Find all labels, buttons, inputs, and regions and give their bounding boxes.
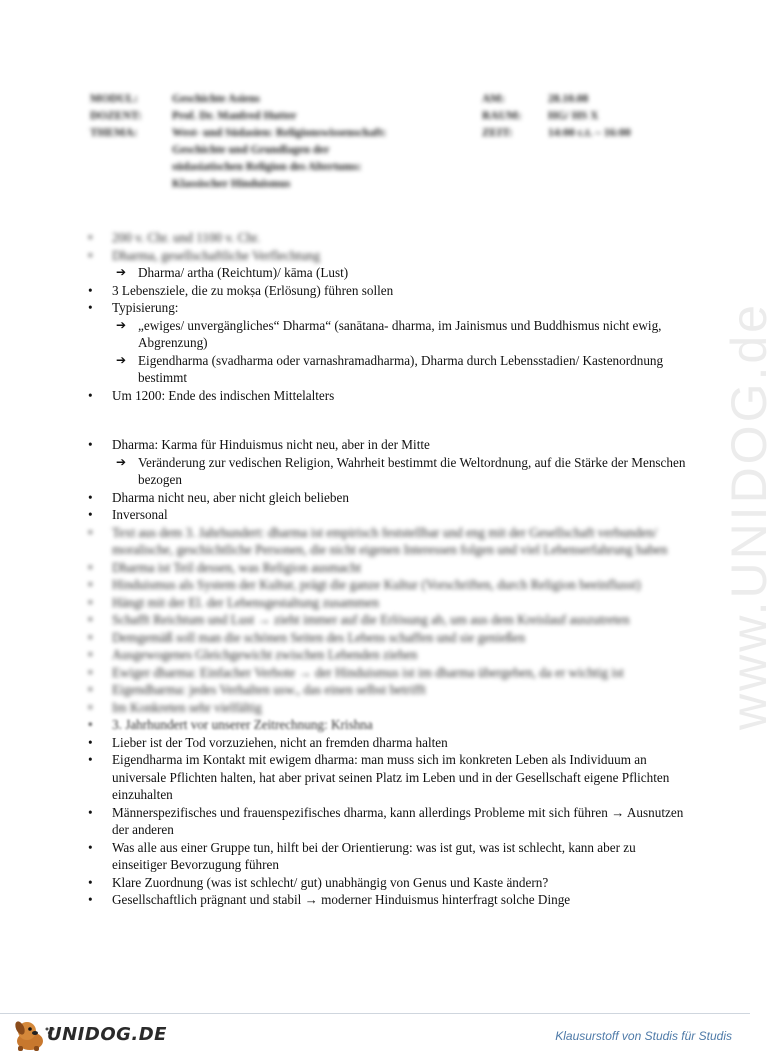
header-key2: RAUM: — [482, 110, 522, 122]
notes-list-1 — [88, 229, 688, 404]
header-value: Geschichte und Grundlagen der — [172, 144, 330, 156]
list-item-text: Eigendharma: jedes Verhalten usw., das einen selbst betrifft — [112, 682, 426, 697]
list-item — [88, 611, 688, 629]
sub-list — [116, 264, 688, 282]
header-value: Geschichte Asiens — [172, 93, 260, 105]
header-value: Prof. Dr. Manfred Hutter — [172, 110, 297, 122]
header-value: südasiatischen Religion des Altertums: — [172, 161, 362, 173]
list-item-text: Hinduismus als System der Kultur, prägt die ganze Kultur (Vorschriften, durch Religion beeinflusst) — [112, 577, 641, 592]
arrow-icon: ➔ — [116, 454, 127, 469]
sub-list-item-text: Dharma/ artha (Reichtum)/ kāma (Lust) — [138, 265, 349, 280]
header-value2: HG/ HS X — [548, 110, 599, 122]
list-item — [88, 576, 688, 594]
bullet-icon: • — [88, 559, 93, 575]
document-header — [90, 91, 680, 193]
list-item — [88, 387, 688, 405]
notes-list-2 — [88, 436, 688, 909]
sub-list-item-text: Eigendharma (svadharma oder varnashramadharma), Dharma durch Lebensstadien/ Kastenordnung bestimmt — [138, 352, 664, 385]
sub-list-item — [116, 454, 688, 489]
list-item — [88, 891, 688, 909]
sub-list — [116, 317, 688, 387]
bullet-icon: • — [88, 647, 93, 662]
bullet-icon: • — [88, 717, 93, 732]
sub-list-item-text: Veränderung zur vedischen Religion, Wahrheit bestimmt die Weltordnung, auf die Stärke der Menschen bezogen — [138, 454, 686, 487]
header-key2: ZEIT: — [482, 127, 513, 139]
bullet-icon: • — [88, 489, 93, 505]
bullet-icon: • — [88, 612, 93, 627]
bullet-icon: • — [88, 437, 93, 452]
list-item-text: Um 1200: Ende des indischen Mittelalters — [112, 387, 335, 403]
list-item — [88, 506, 688, 524]
footer-tagline: Klausurstoff von Studis für Studis — [555, 1029, 732, 1043]
header-key: MODUL: — [90, 93, 138, 105]
header-key: THEMA: — [90, 127, 138, 139]
list-item-text: Dharma nicht neu, aber nicht gleich belieben — [112, 489, 349, 505]
arrow-icon: ➔ — [116, 265, 127, 279]
list-item — [88, 489, 688, 507]
header-value: West- und Südasien: Religionswissenschaft: — [172, 127, 387, 139]
bullet-icon: • — [88, 247, 93, 263]
list-item — [88, 247, 688, 282]
sub-list-item — [116, 264, 688, 282]
bullet-icon: • — [88, 300, 93, 315]
list-item — [88, 874, 688, 892]
bullet-icon: • — [88, 874, 93, 890]
list-item — [88, 299, 688, 387]
header-value2: 14:00 c.t. – 16:00 — [548, 127, 631, 139]
list-item-text: Hängt mit der El. der Lebensgestaltung zusammen — [112, 594, 379, 610]
bullet-icon: • — [88, 664, 93, 680]
list-item-text: Dharma, gesellschaftliche Verflechtung — [112, 247, 321, 263]
list-item — [88, 716, 688, 734]
list-item — [88, 664, 688, 682]
bullet-icon: • — [88, 892, 93, 907]
sub-list — [116, 454, 688, 489]
bullet-icon: • — [88, 682, 93, 697]
list-item — [88, 681, 688, 699]
bullet-icon: • — [88, 699, 93, 715]
list-item — [88, 839, 688, 874]
bullet-icon: • — [88, 577, 93, 592]
bullet-icon: • — [88, 629, 93, 645]
sub-list-item — [116, 317, 688, 352]
header-key — [90, 159, 172, 176]
list-item-text: Was alle aus einer Gruppe tun, hilft bei der Orientierung: was ist gut, was ist schlecht, kann aber zu einseitiger Bevorzugung führen — [112, 839, 636, 872]
list-item-text: Ewiger dharma: Einfacher Verbote → der Hinduismus ist im dharma übergeben, da er wichtig ist — [112, 664, 624, 680]
header-row — [90, 176, 680, 193]
header-value2: 28.10.08 — [548, 93, 589, 105]
list-item-text: Dharma: Karma für Hinduismus nicht neu, aber in der Mitte — [112, 437, 430, 452]
list-item-text: Gesellschaftlich prägnant und stabil → moderner Hinduismus hinterfragt solche Dinge — [112, 892, 571, 907]
list-item — [88, 594, 688, 612]
list-item-text: Text aus dem 3. Jahrhundert: dharma ist empirisch feststellbar und eng mit der Gesellschaft verbunden/ moralische, geschichtliche Personen, die nicht eigenen Interessen folgen und viel Lebenserfahrung haben — [112, 524, 668, 557]
list-item — [88, 524, 688, 559]
arrow-icon: ➔ — [116, 317, 127, 332]
list-item-text: Demgemäß soll man die schönen Seiten des Lebens schaffen und sie genießen — [112, 629, 526, 645]
header-key — [90, 176, 172, 193]
bullet-icon: • — [88, 839, 93, 855]
list-item-text: Männerspezifisches und frauenspezifisches dharma, kann allerdings Probleme mit sich führen → Ausnutzen der anderen — [112, 804, 684, 837]
bullet-icon: • — [88, 524, 93, 540]
footer-divider — [0, 1013, 750, 1014]
bullet-icon: • — [88, 804, 93, 820]
bullet-icon: • — [88, 387, 93, 403]
bullet-icon: • — [88, 734, 93, 750]
list-item-text: Dharma ist Teil dessen, was Religion ausmacht — [112, 559, 361, 575]
list-item-text: Schafft Reichtum und Lust → zieht immer auf die Erlösung ab, um aus dem Kreislauf auszutreten — [112, 612, 630, 627]
list-item — [88, 229, 688, 247]
list-item — [88, 699, 688, 717]
side-watermark: www.UNIDOG.de — [721, 302, 777, 730]
list-item-text: 3. Jahrhundert vor unserer Zeitrechnung: Krishna — [112, 717, 373, 732]
list-item — [88, 734, 688, 752]
sub-list-item-text: „ewiges/ unvergängliches“ Dharma“ (sanātana- dharma, im Jainismus und Buddhismus nicht ewig, Abgrenzung) — [138, 317, 662, 350]
list-item — [88, 559, 688, 577]
list-item-text: Lieber ist der Tod vorzuziehen, nicht an fremden dharma halten — [112, 734, 448, 750]
list-item — [88, 646, 688, 664]
bullet-icon: • — [88, 752, 93, 767]
list-item-text: Klare Zuordnung (was ist schlecht/ gut) unabhängig von Genus und Kaste ändern? — [112, 874, 549, 890]
logo-text[interactable]: UNIDOG.DE — [47, 1024, 167, 1045]
list-item — [88, 436, 688, 489]
header-key2: AM: — [482, 93, 505, 105]
bullet-icon: • — [88, 230, 93, 245]
list-item-text: Typisierung: — [112, 300, 179, 315]
list-item — [88, 629, 688, 647]
header-row — [90, 108, 680, 125]
list-item-text: 200 v. Chr. und 1100 v. Chr. — [112, 230, 260, 245]
list-item-text: Inversonal — [112, 507, 168, 522]
list-item — [88, 751, 688, 804]
header-key — [90, 142, 172, 159]
sub-list-item — [116, 352, 688, 387]
header-row — [90, 91, 680, 108]
arrow-icon: ➔ — [116, 352, 127, 367]
bullet-icon: • — [88, 594, 93, 610]
bullet-icon: • — [88, 282, 93, 298]
header-value: Klassischer Hinduismus — [172, 178, 291, 190]
header-row — [90, 125, 680, 142]
bullet-icon: • — [88, 507, 93, 522]
list-item — [88, 804, 688, 839]
header-row — [90, 159, 680, 176]
list-item-text: Ausgewogenes Gleichgewicht zwischen Lebenden ziehen — [112, 647, 418, 662]
header-row — [90, 142, 680, 159]
header-key: DOZENT: — [90, 110, 142, 122]
list-item-text: Im Konkreten sehr vielfältig — [112, 699, 262, 715]
list-item-text: 3 Lebensziele, die zu mokṣa (Erlösung) führen sollen — [112, 282, 394, 298]
list-item — [88, 282, 688, 300]
list-item-text: Eigendharma im Kontakt mit ewigem dharma: man muss sich im konkreten Leben als Individuum an universale Pflichten halten, hat aber privat seinen Platz im Leben und in der Gesellschaft eigene Pflichten einzuhalten — [112, 752, 670, 802]
